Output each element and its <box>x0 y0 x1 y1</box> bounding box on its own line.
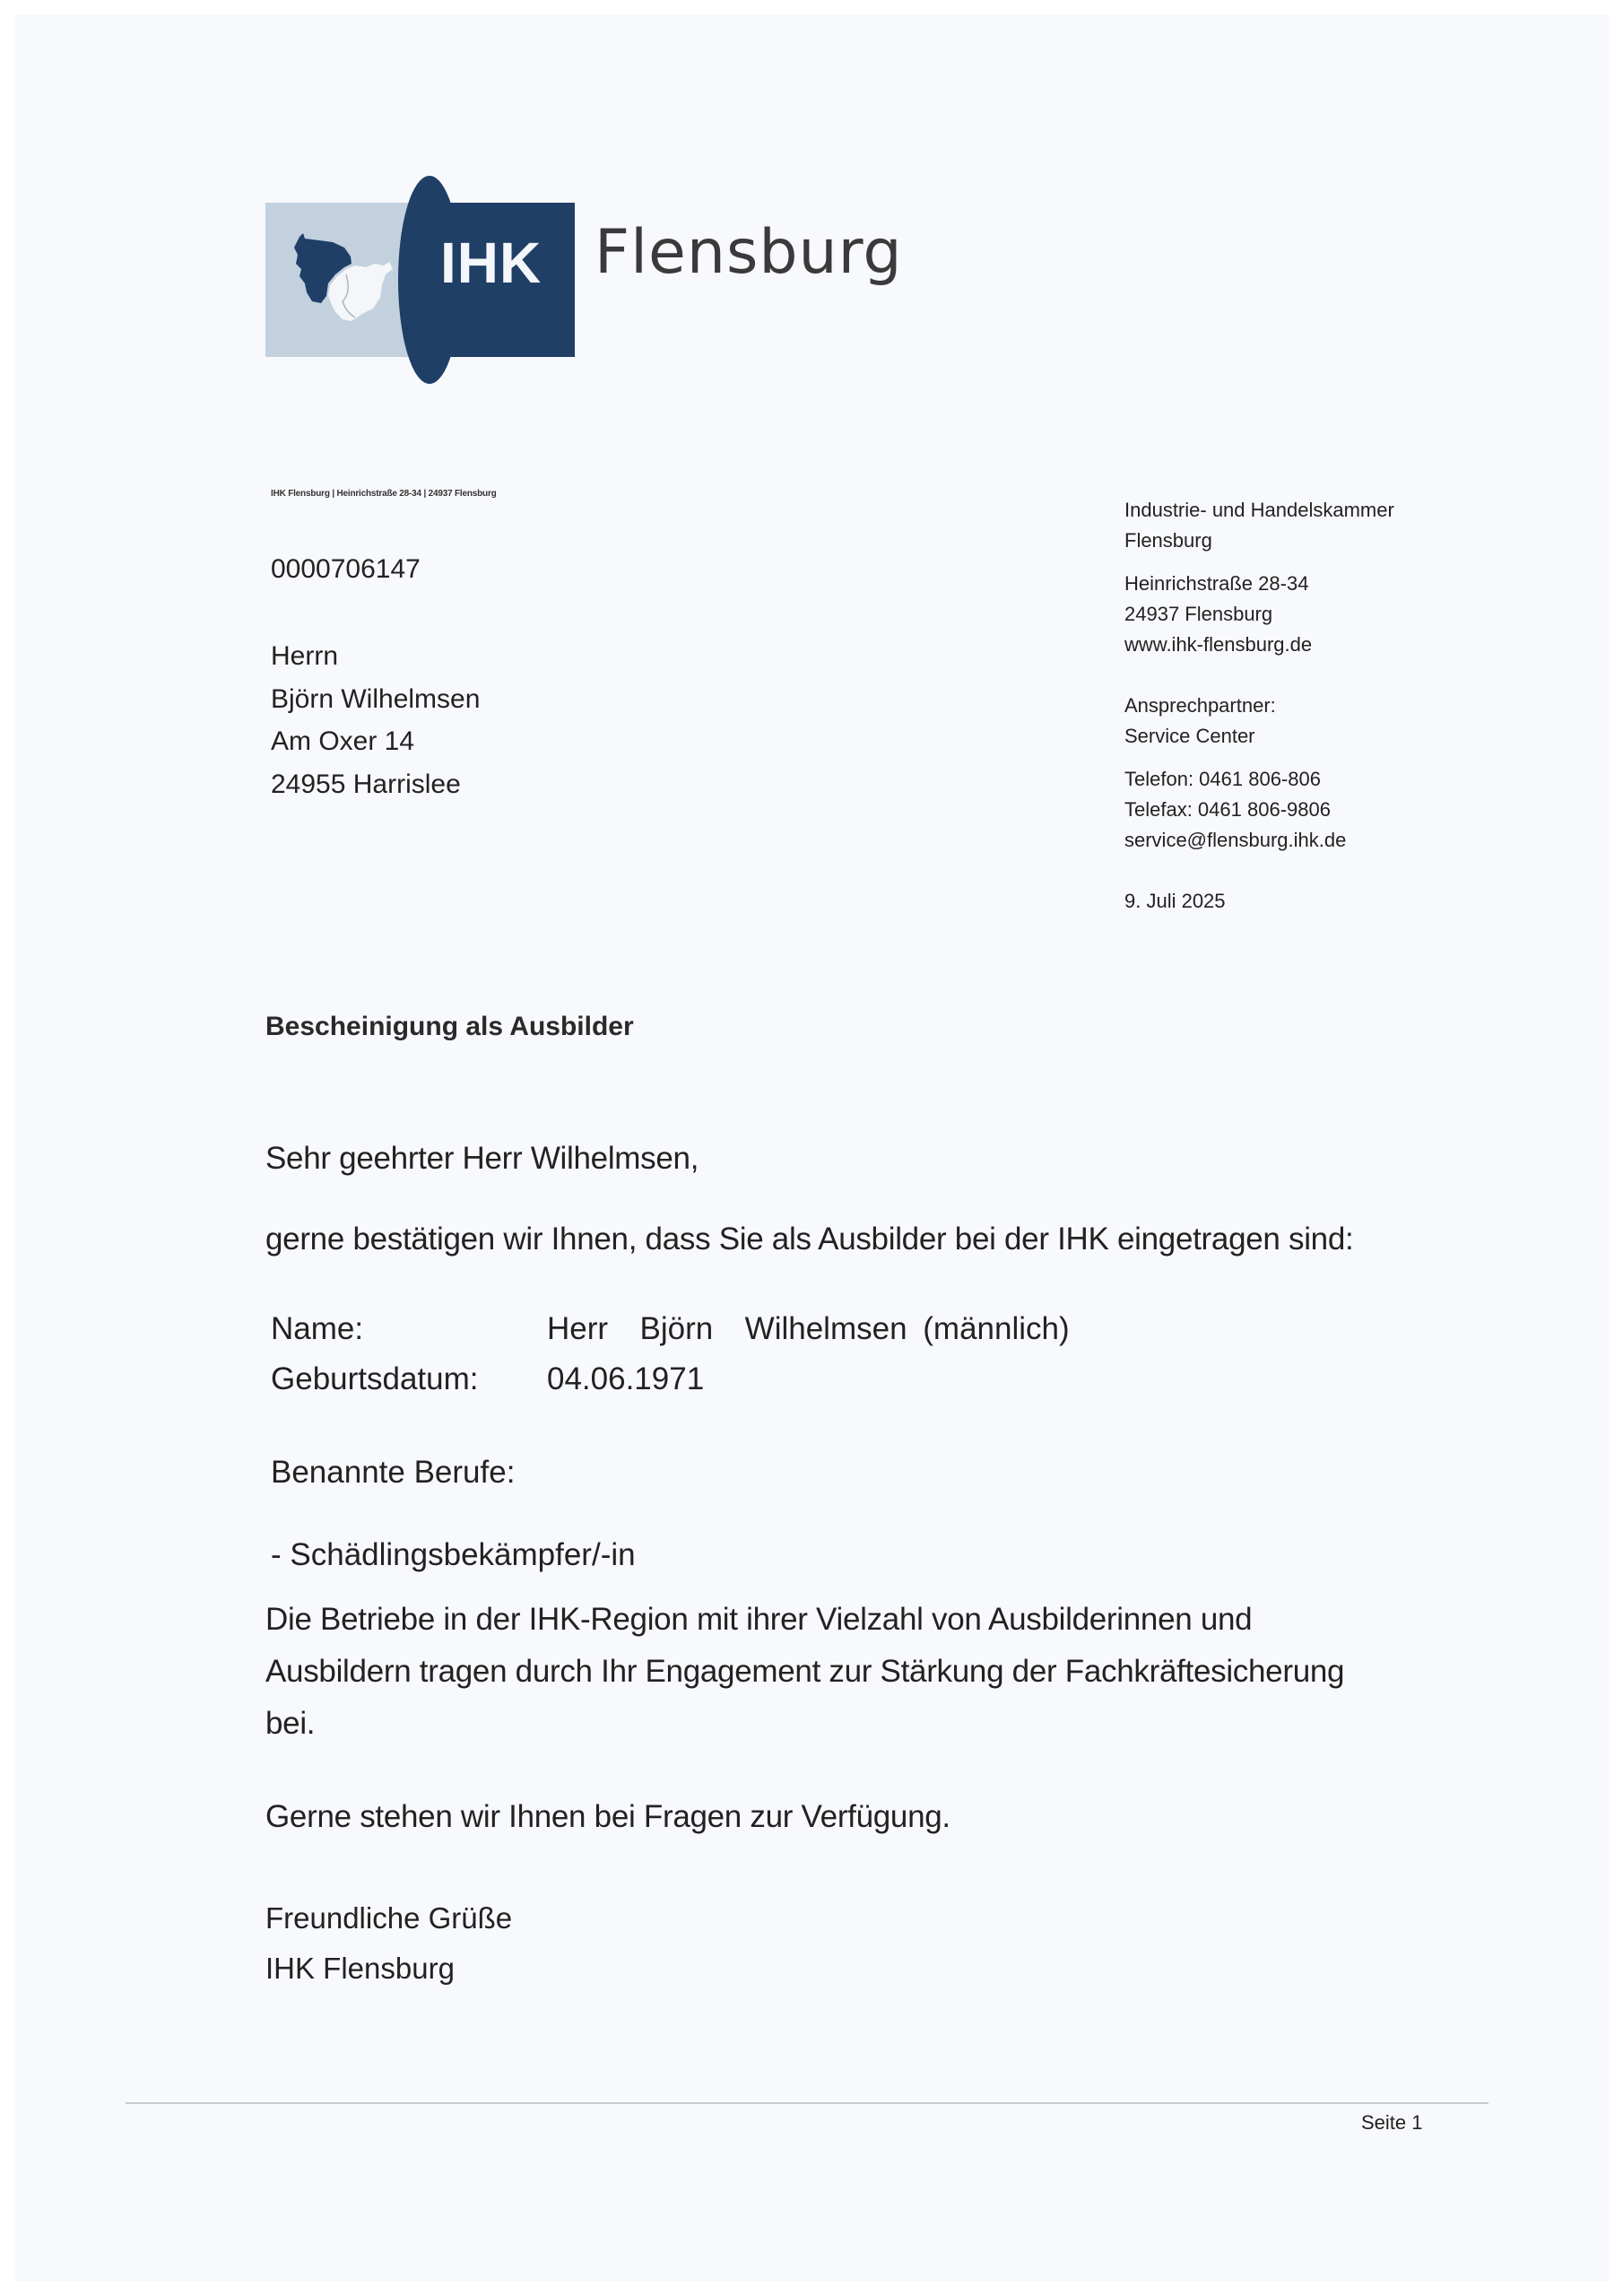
recipient-street: Am Oxer 14 <box>271 726 415 756</box>
info-street: Heinrichstraße 28-34 <box>1124 572 1309 595</box>
reference-number: 0000706147 <box>271 554 421 584</box>
profession-item: - Schädlingsbekämpfer/-in <box>271 1537 636 1572</box>
recipient-name: Björn Wilhelmsen <box>271 684 481 714</box>
recipient-salutation: Herrn <box>271 641 339 671</box>
recipient-city: 24955 Harrislee <box>271 770 461 799</box>
professions-label: Benannte Berufe: <box>271 1455 516 1490</box>
info-contact-name: Service Center <box>1124 725 1255 747</box>
paragraph-line-1: Die Betriebe in der IHK-Region mit ihrer Vielzahl von Ausbilderinnen und <box>265 1602 1253 1637</box>
info-phone: Telefon: 0461 806-806 <box>1124 768 1321 790</box>
field-label-birthdate: Geburtsdatum: <box>271 1361 479 1396</box>
info-email[interactable]: service@flensburg.ihk.de <box>1124 829 1347 851</box>
info-city: 24937 Flensburg <box>1124 603 1273 625</box>
page-number: Seite 1 <box>1361 2111 1423 2134</box>
info-website[interactable]: www.ihk-flensburg.de <box>1124 633 1313 656</box>
closing-question: Gerne stehen wir Ihnen bei Fragen zur Verfügung. <box>265 1799 950 1834</box>
footer-divider <box>126 2102 1488 2104</box>
greeting: Sehr geehrter Herr Wilhelmsen, <box>265 1141 699 1176</box>
closing-signature: IHK Flensburg <box>265 1952 455 1985</box>
intro-text: gerne bestätigen wir Ihnen, dass Sie als Ausbilder bei der IHK eingetragen sind: <box>265 1222 1354 1257</box>
paragraph-line-3: bei. <box>265 1706 316 1741</box>
info-org-line2: Flensburg <box>1124 529 1212 552</box>
info-fax: Telefax: 0461 806-9806 <box>1124 798 1331 821</box>
field-value-birthdate: 04.06.1971 <box>547 1361 705 1396</box>
ihk-logo <box>265 203 575 357</box>
field-label-name: Name: <box>271 1311 364 1346</box>
closing-regards: Freundliche Grüße <box>265 1901 513 1935</box>
info-org-line1: Industrie- und Handelskammer <box>1124 499 1394 521</box>
letter-page <box>14 14 1609 2282</box>
paragraph-line-2: Ausbildern tragen durch Ihr Engagement zur Stärkung der Fachkräftesicherung <box>265 1654 1345 1689</box>
sender-return-address: IHK Flensburg | Heinrichstraße 28-34 | 24937 Flensburg <box>271 489 497 499</box>
info-contact-label: Ansprechpartner: <box>1124 694 1276 717</box>
letter-subject: Bescheinigung als Ausbilder <box>265 1012 634 1041</box>
letter-date: 9. Juli 2025 <box>1124 890 1226 912</box>
logo-city-text: Flensburg <box>595 217 903 288</box>
field-value-name: Herr Björn Wilhelmsen (männlich) <box>547 1311 1070 1346</box>
logo-ihk-text: IHK <box>440 230 542 295</box>
